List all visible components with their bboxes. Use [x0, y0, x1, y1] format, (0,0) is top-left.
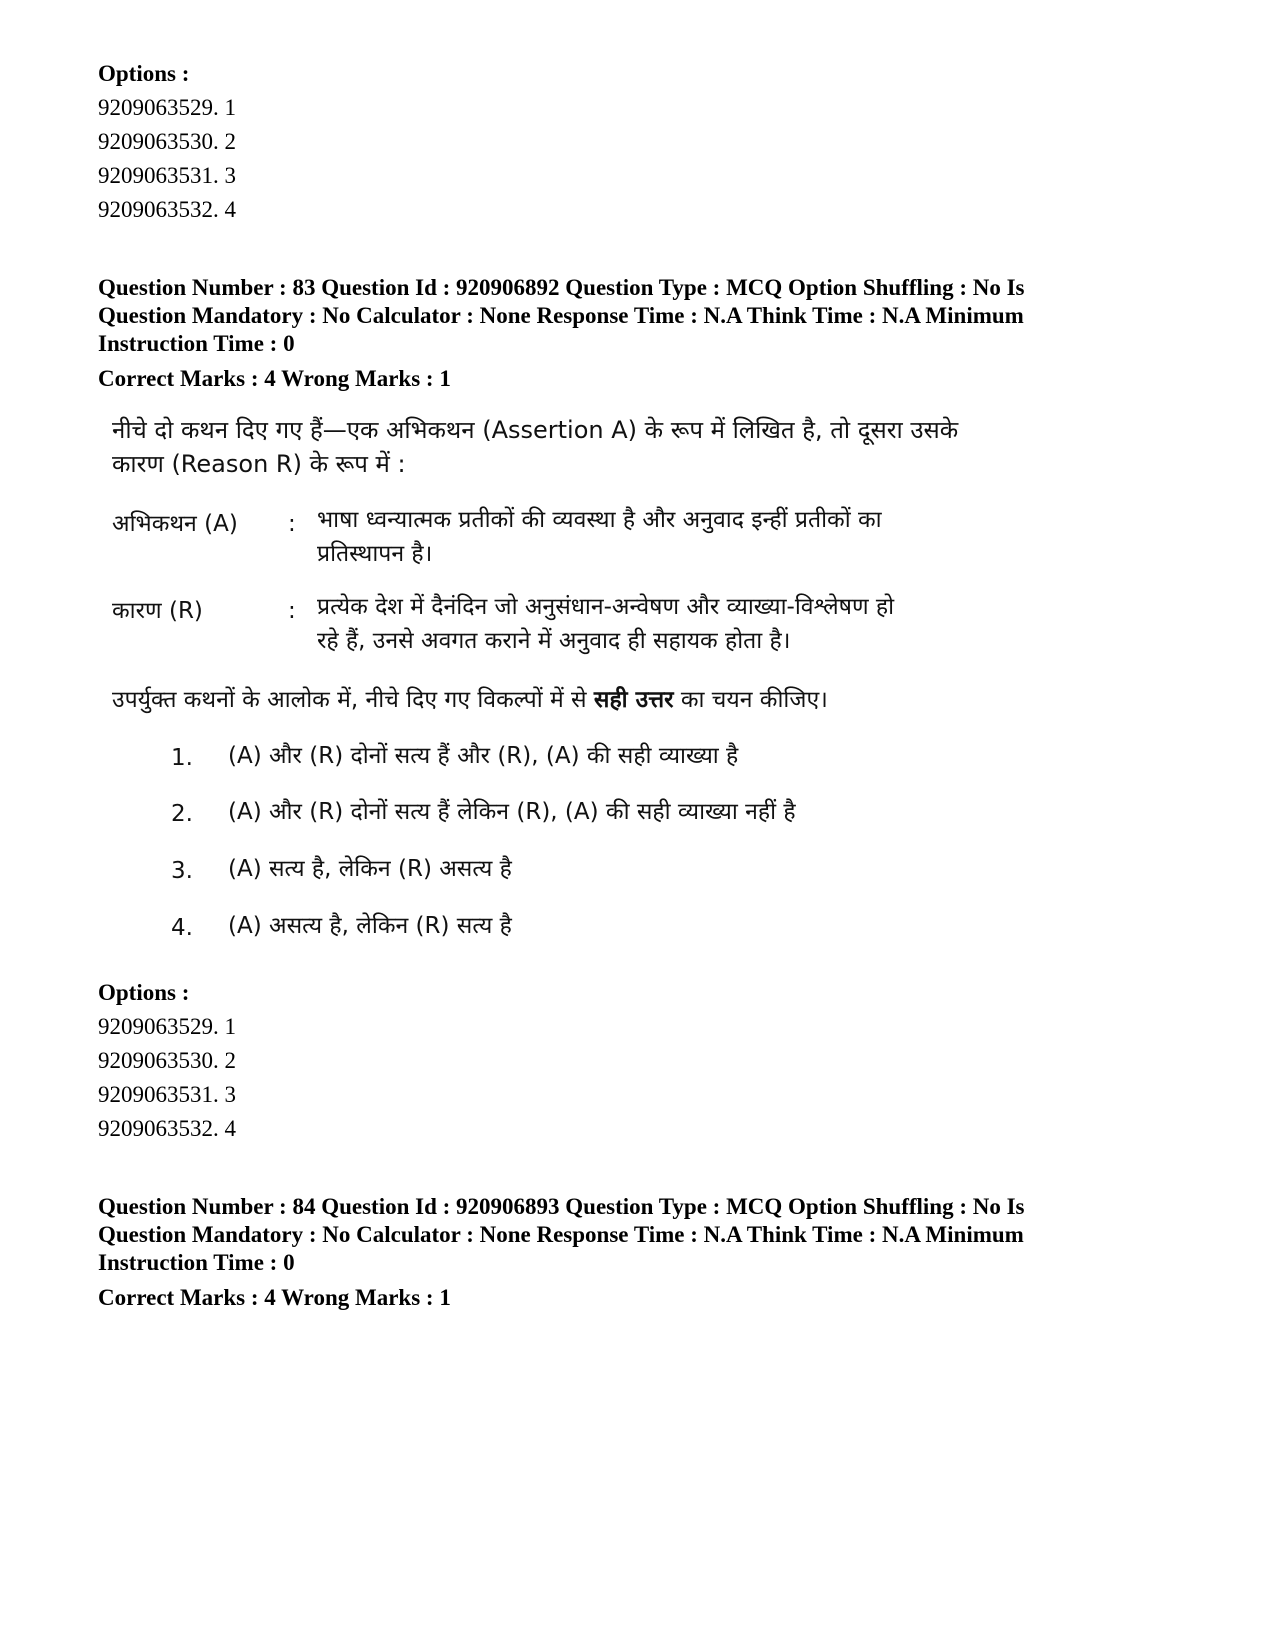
assertion-text: प्रतिस्थापन है। — [317, 541, 433, 567]
instruction-emphasis: सही उत्तर — [593, 687, 674, 713]
instruction-text: का चयन कीजिए। — [673, 687, 828, 713]
reason-text: रहे हैं, उनसे अवगत कराने में अनुवाद ही सहायक होता है। — [317, 628, 791, 654]
option-item: 9209063531. 3 — [98, 163, 236, 188]
question-meta-line: Question Mandatory : No Calculator : None Response Time : N.A Think Time : N.A Minimum — [98, 1222, 1024, 1247]
choice-number: 1. — [171, 745, 193, 771]
choice-text: (A) और (R) दोनों सत्य हैं और (R), (A) की सही व्याख्या है — [228, 743, 739, 769]
question-meta-line: Instruction Time : 0 — [98, 331, 295, 356]
assertion-label: अभिकथन (A) — [112, 511, 238, 537]
option-item: 9209063531. 3 — [98, 1082, 236, 1107]
question-instruction — [112, 684, 828, 717]
options-heading: Options : — [98, 980, 190, 1005]
question-meta-line: Question Mandatory : No Calculator : None Response Time : N.A Think Time : N.A Minimum — [98, 303, 1024, 328]
assertion-text: भाषा ध्वन्यात्मक प्रतीकों की व्यवस्था है और अनुवाद इन्हीं प्रतीकों का — [317, 507, 882, 533]
question-intro: कारण (Reason R) के रूप में : — [112, 450, 406, 478]
option-item: 9209063529. 1 — [98, 1014, 236, 1039]
question-marks: Correct Marks : 4 Wrong Marks : 1 — [98, 1285, 451, 1310]
reason-label: कारण (R) — [112, 598, 203, 624]
choice-number: 4. — [171, 915, 193, 941]
options-heading: Options : — [98, 61, 190, 86]
question-meta-line: Question Number : 84 Question Id : 920906893 Question Type : MCQ Option Shuffling : No Is — [98, 1194, 1025, 1219]
reason-colon: : — [288, 598, 296, 624]
question-meta-line: Question Number : 83 Question Id : 920906892 Question Type : MCQ Option Shuffling : No Is — [98, 275, 1025, 300]
instruction-text: उपर्युक्त कथनों के आलोक में, नीचे दिए गए विकल्पों में से — [112, 687, 594, 713]
option-item: 9209063530. 2 — [98, 1048, 236, 1073]
choice-text: (A) सत्य है, लेकिन (R) असत्य है — [228, 856, 512, 882]
assertion-colon: : — [288, 511, 296, 537]
question-marks: Correct Marks : 4 Wrong Marks : 1 — [98, 366, 451, 391]
question-meta-line: Instruction Time : 0 — [98, 1250, 295, 1275]
reason-text: प्रत्येक देश में दैनंदिन जो अनुसंधान-अन्वेषण और व्याख्या-विश्लेषण हो — [317, 594, 895, 620]
choice-text: (A) और (R) दोनों सत्य हैं लेकिन (R), (A) की सही व्याख्या नहीं है — [228, 799, 796, 825]
option-item: 9209063529. 1 — [98, 95, 236, 120]
option-item: 9209063532. 4 — [98, 1116, 236, 1141]
option-item: 9209063532. 4 — [98, 197, 236, 222]
choice-number: 2. — [171, 801, 193, 827]
option-item: 9209063530. 2 — [98, 129, 236, 154]
question-intro: नीचे दो कथन दिए गए हैं—एक अभिकथन (Assertion A) के रूप में लिखित है, तो दूसरा उसके — [112, 416, 959, 444]
choice-number: 3. — [171, 858, 193, 884]
choice-text: (A) असत्य है, लेकिन (R) सत्य है — [228, 913, 512, 939]
